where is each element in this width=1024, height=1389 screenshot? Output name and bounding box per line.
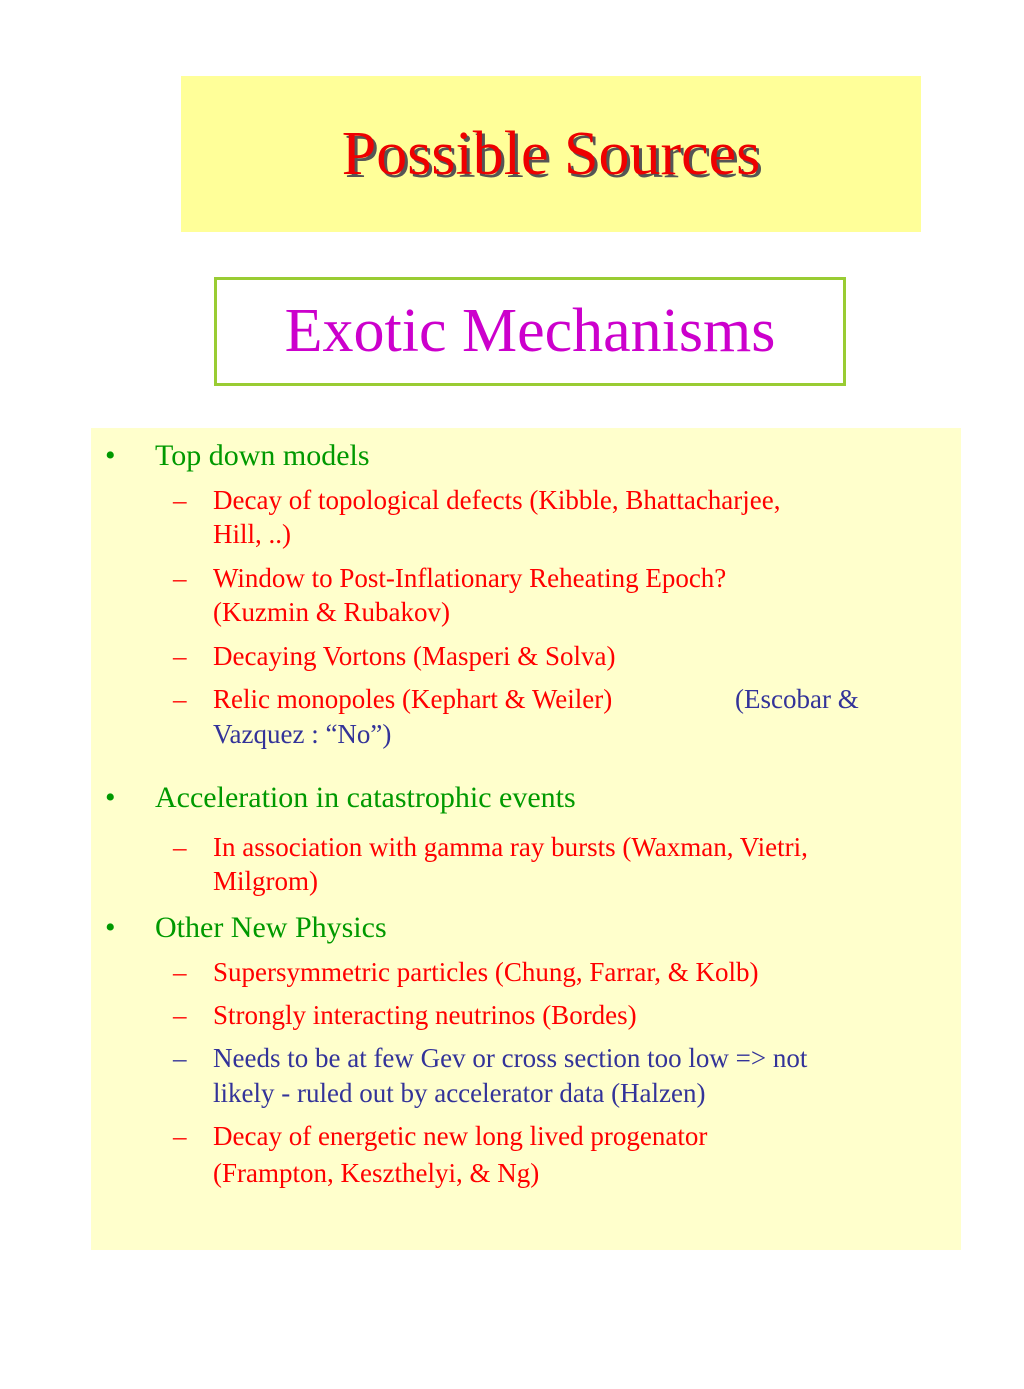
list-item: In association with gamma ray bursts (Waxman, Vietri, <box>213 832 808 862</box>
list-item: Window to Post-Inflationary Reheating Epoch? <box>213 563 727 593</box>
list-item-continuation: (Kuzmin & Rubakov) <box>213 597 450 627</box>
subtitle-box <box>214 277 846 386</box>
list-item: Supersymmetric particles (Chung, Farrar, & Kolb) <box>213 957 759 987</box>
dash-marker: – <box>173 1000 187 1030</box>
dash-marker: – <box>173 563 187 593</box>
dash-marker: – <box>173 641 187 671</box>
title-banner <box>181 76 921 232</box>
list-item: Decay of energetic new long lived progenator <box>213 1121 708 1151</box>
list-item-continuation: (Frampton, Keszthelyi, & Ng) <box>213 1158 540 1188</box>
dash-marker: – <box>173 957 187 987</box>
content-panel <box>91 428 961 1250</box>
bullet-marker: • <box>105 911 116 944</box>
page-title: Possible Sources <box>341 119 761 188</box>
list-item: Relic monopoles (Kephart & Weiler) <box>213 684 613 714</box>
list-item: Decay of topological defects (Kibble, Bhattacharjee, <box>213 485 781 515</box>
list-item: Needs to be at few Gev or cross section too low => not <box>213 1043 808 1073</box>
list-item: Decaying Vortons (Masperi & Solva) <box>213 641 616 671</box>
section-heading-new-physics: Other New Physics <box>155 911 387 944</box>
dash-marker: – <box>173 485 187 515</box>
dash-marker: – <box>173 684 187 714</box>
bullet-marker: • <box>105 781 116 814</box>
dash-marker: – <box>173 1043 187 1073</box>
dash-marker: – <box>173 1121 187 1151</box>
bullet-marker: • <box>105 439 116 472</box>
list-item-continuation: likely - ruled out by accelerator data (Halzen) <box>213 1078 706 1108</box>
list-item: Strongly interacting neutrinos (Bordes) <box>213 1000 637 1030</box>
list-item-note: (Escobar & <box>735 684 859 714</box>
section-heading-top-down: Top down models <box>155 439 370 472</box>
list-item-continuation: Vazquez : “No”) <box>213 719 392 749</box>
list-item-continuation: Hill, ..) <box>213 519 291 549</box>
list-item-continuation: Milgrom) <box>213 866 318 896</box>
dash-marker: – <box>173 832 187 862</box>
subtitle: Exotic Mechanisms <box>284 297 776 365</box>
section-heading-acceleration: Acceleration in catastrophic events <box>155 781 576 814</box>
